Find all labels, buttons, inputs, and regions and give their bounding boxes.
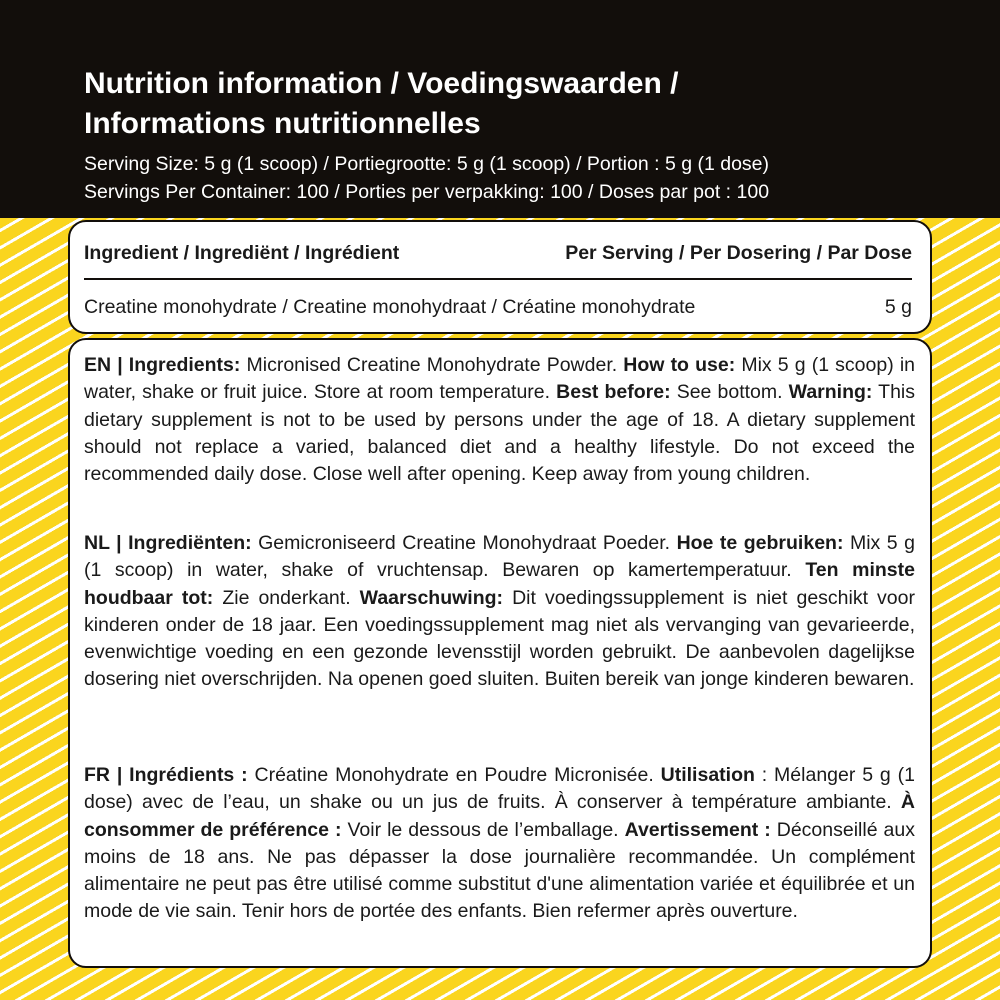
nl-warning-label: Waarschuwing: (359, 586, 504, 609)
nl-warning-text: Dit voedingssupplement is niet geschikt voor kinderen onder de 18 jaar. Een voedingssupplement mag niet als vervanging van gevarieerde, evenwichtige voeding en een gezonde levensstijl worden gebruikt. De aanbevolen dagelijkse dosering niet overschrijden. Na openen goed sluiten. Buiten bereik van jonge kinderen bewaren. (84, 586, 915, 691)
fr-warning-label: Avertissement : (624, 818, 771, 841)
fr-warning-text: Déconseillé aux moins de 18 ans. Ne pas dépasser la dose journalière recommandée. Un complément alimentaire ne peut pas être utilisé comme substitut d'une alimentation variée et équilibrée et un mode de vie sain. Tenir hors de portée des enfants. Bien refermer après ouverture. (84, 818, 915, 923)
french-section (84, 762, 915, 926)
en-ingredients-text: Micronised Creatine Monohydrate Powder. (240, 354, 624, 376)
page-title (84, 64, 964, 144)
english-section (84, 352, 915, 488)
nl-howto-label: Hoe te gebruiken: (676, 532, 844, 554)
fr-ingredients-label: FR | Ingrédients : (84, 764, 248, 786)
table-divider (84, 278, 912, 280)
column-header-per-serving: Per Serving / Per Dosering / Par Dose (565, 241, 912, 264)
table-row (84, 290, 912, 324)
title-line-1: Nutrition information / Voedingswaarden / (84, 67, 679, 100)
amount-cell: 5 g (884, 295, 912, 318)
fr-howto-text: : Mélanger 5 g (1 dose) avec de l’eau, un shake ou un jus de fruits. À conserver à température ambiante. (84, 764, 915, 814)
en-ingredients-label: EN | Ingredients: (84, 354, 241, 376)
fr-best-before-label: À consommer de préférence : (84, 791, 915, 841)
en-best-before-text: See bottom. (670, 381, 789, 404)
serving-size: Serving Size: 5 g (1 scoop) / Portiegrootte: 5 g (1 scoop) / Portion : 5 g (1 dose) (84, 153, 770, 175)
nl-best-before-label: Ten minste houdbaar tot: (84, 559, 915, 609)
dutch-section (84, 530, 915, 694)
nl-ingredients-text: Gemicroniseerd Creatine Monohydraat Poeder. (251, 532, 677, 554)
header-panel (0, 0, 1000, 218)
column-header-ingredient: Ingredient / Ingrediënt / Ingrédient (84, 241, 400, 264)
fr-ingredients-text: Créatine Monohydrate en Poudre Micronisée. (247, 764, 661, 786)
en-howto-text: Mix 5 g (1 scoop) in water, shake or fruit juice. Store at room temperature. (84, 354, 916, 404)
nl-howto-text: Mix 5 g (1 scoop) in water, shake of vruchtensap. Bewaren op kamertemperatuur. (84, 532, 915, 582)
fr-howto-label: Utilisation (660, 764, 755, 786)
en-warning-label: Warning: (788, 381, 873, 404)
servings-per-container: Servings Per Container: 100 / Porties per verpakking: 100 / Doses par pot : 100 (84, 181, 770, 203)
title-line-2: Informations nutritionnelles (84, 107, 481, 140)
en-best-before-label: Best before: (556, 381, 671, 404)
en-howto-label: How to use: (623, 354, 736, 376)
nl-ingredients-label: NL | Ingrediënten: (84, 532, 252, 554)
en-warning-text: This dietary supplement is not to be used by persons under the age of 18. A dietary supplement should not replace a varied, balanced diet and a healthy lifestyle. Do not exceed the recommended daily dose. Close well after opening. Keep away from young children. (84, 381, 915, 486)
table-header-row (84, 236, 912, 270)
nl-best-before-text: Zie onderkant. (213, 586, 360, 609)
product-info-card (68, 338, 932, 968)
nutrition-table (68, 220, 932, 334)
serving-info (84, 150, 964, 206)
fr-best-before-text: Voir le dessous de l’emballage. (341, 818, 625, 841)
ingredient-cell: Creatine monohydrate / Creatine monohydraat / Créatine monohydrate (84, 295, 696, 318)
